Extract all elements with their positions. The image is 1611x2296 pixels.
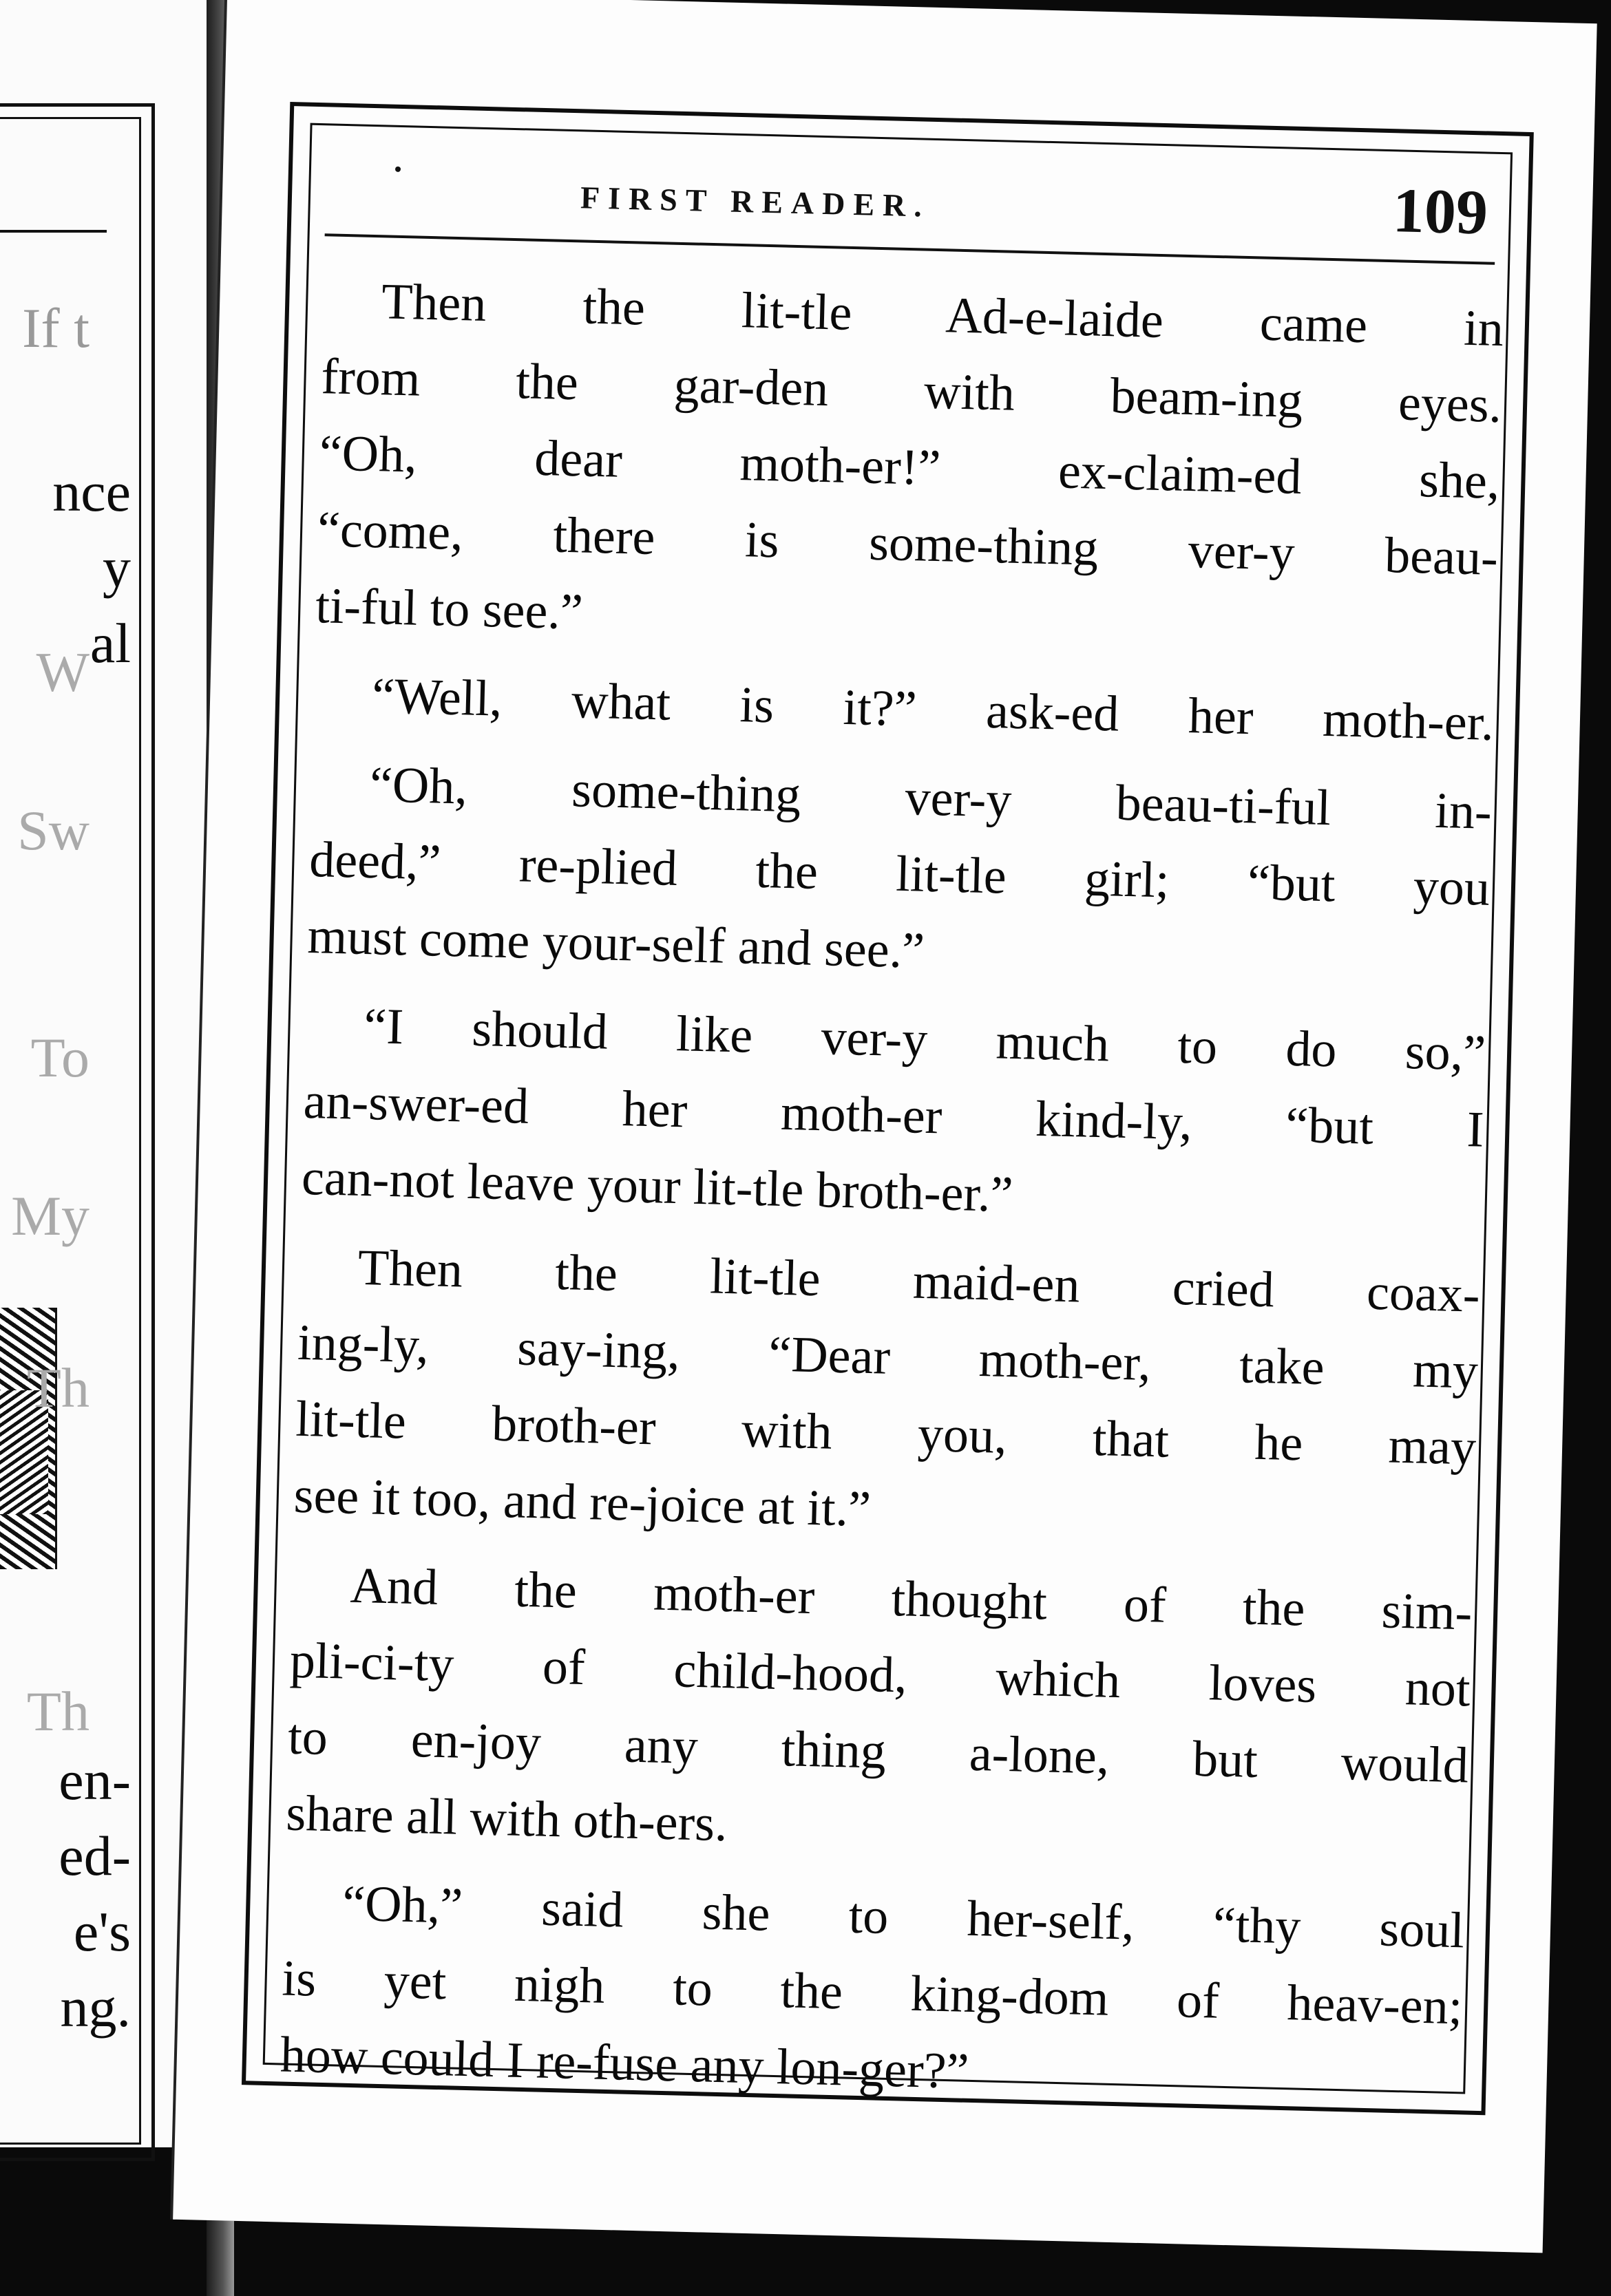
text-line: an-swer-ed her moth-er kind-ly, “but I — [302, 1072, 1485, 1158]
text-line: And the moth-er thought of the sim- — [349, 1557, 1473, 1641]
facing-page-text: nce — [52, 460, 131, 523]
paragraph — [315, 262, 1504, 673]
text-line: must come your-self and see.” — [306, 907, 925, 979]
facing-page-text: To — [30, 1026, 90, 1089]
facing-page-text: Sw — [17, 799, 90, 862]
facing-page-text: Th — [26, 1357, 90, 1419]
running-head: FIRST READER. — [580, 180, 931, 224]
text-line: lit-tle broth-er with you, that he may — [295, 1390, 1477, 1476]
facing-page-text: e's — [73, 1900, 131, 1963]
facing-page-text: y — [103, 536, 131, 599]
text-line: to en-joy any thing a-lone, but would — [287, 1708, 1469, 1794]
page-number: 109 — [1391, 175, 1489, 248]
facing-page-text: al — [90, 612, 131, 674]
facing-page-rule — [0, 230, 107, 233]
facing-page-text: ed- — [59, 1825, 131, 1887]
facing-page-text: My — [11, 1184, 90, 1247]
text-line: “Oh, some-thing ver-y beau-ti-ful in- — [369, 756, 1493, 840]
text-line: how could I re-fuse any lon-ger?” — [280, 2026, 970, 2100]
text-line: see it too, and re-joice at it.” — [293, 1467, 872, 1538]
facing-page — [0, 0, 209, 2147]
text-line: “Well, what is it?” ask-ed her moth-er. — [371, 668, 1495, 752]
paragraph — [313, 657, 1495, 762]
text-line: “Oh,” said she to her-self, “thy soul — [341, 1875, 1465, 1959]
paragraph — [306, 745, 1493, 1003]
text-line: “come, there is some-thing ver-y beau- — [317, 501, 1499, 587]
book-page — [173, 0, 1597, 2253]
text-line: “I should like ver-y much to do so,” — [363, 997, 1487, 1082]
text-line: deed,” re-plied the lit-tle girl; “but you — [308, 831, 1491, 917]
text-line: “Oh, dear moth-er!” ex-claim-ed she, — [318, 425, 1501, 511]
paragraph — [285, 1546, 1473, 1881]
facing-page-text: en- — [59, 1749, 131, 1811]
text-line: is yet nigh to the king-dom of heav-en; — [281, 1950, 1464, 2036]
text-line: from the gar-den with beam-ing eyes. — [320, 348, 1503, 434]
facing-page-text: If t — [22, 297, 90, 359]
facing-page-text: W — [36, 641, 90, 703]
paragraph — [293, 1229, 1481, 1563]
body-text — [280, 262, 1505, 2122]
text-line: share all with oth-ers. — [285, 1785, 728, 1853]
text-line: pli-ci-ty of child-hood, which loves not — [289, 1632, 1471, 1718]
facing-page-text: ng. — [60, 1976, 131, 2039]
paragraph — [301, 987, 1487, 1245]
text-line: ing-ly, say-ing, “Dear moth-er, take my — [297, 1314, 1479, 1400]
facing-page-text: Th — [26, 1680, 90, 1743]
text-line: can-not leave your lit-tle broth-er.” — [301, 1149, 1014, 1224]
paragraph — [280, 1864, 1466, 2123]
text-line: ti-ful to see.” — [315, 577, 584, 641]
text-line: Then the lit-tle Ad-e-laide came in — [381, 273, 1504, 358]
text-line: Then the lit-tle maid-en cried coax- — [357, 1239, 1481, 1324]
